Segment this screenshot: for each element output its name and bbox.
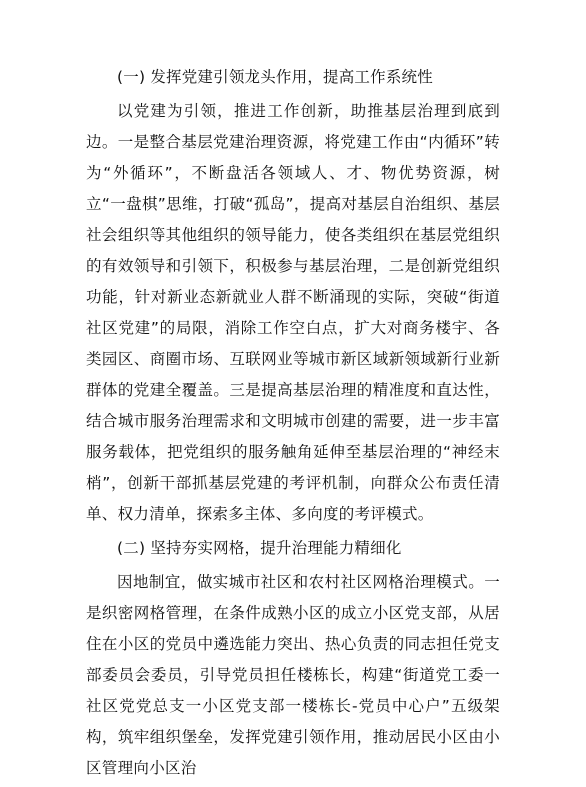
document-page <box>86 62 500 787</box>
section-1-paragraph: 以党建为引领，推进工作创新，助推基层治理到底到边。一是整合基层党建治理资源，将党建工作由“内循环”转为“外循环”，不断盘活各领域人、才、物优势资源，树立“一盘棋”思维，打破“孤岛”，提高对基层自治组织、基层社会组织等其他组织的领导能力，使各类组织在基层党组织的有效领导和引领下，积极参与基层治理，二是创新党组织功能，针对新业态新就业人群不断涌现的实际，突破“街道社区党建”的局限，消除工作空白点，扩大对商务楼宇、各类园区、商圈市场、互联网业等城市新区域新领域新行业新群体的党建全覆盖。三是提高基层治理的精准度和直达性，结合城市服务治理需求和文明城市创建的需要，进一步丰富服务载体，把党组织的服务触角延伸至基层治理的“神经末梢”，创新干部抓基层党建的考评机制，向群众公布责任清单、权力清单，探索多主体、多向度的考评模式。 <box>86 102 500 523</box>
section-1-heading: (一) 发挥党建引领龙头作用，提高工作系统性 <box>117 68 433 86</box>
section-2-heading: (二) 坚持夯实网格，提升治理能力精细化 <box>117 539 402 557</box>
section-2-paragraph: 因地制宜，做实城市社区和农村社区网格治理模式。一是织密网格管理，在条件成熟小区的成立小区党支部，从居住在小区的党员中遴选能力突出、热心负责的同志担任党支部委员会委员，引导党员担任楼栋长，构建“街道党工委一社区党党总支一小区党支部一楼栋长-党员中心户”五级架构，筑牢组织堡垒，发挥党建引领作用，推动居民小区由小区管理向小区治 <box>86 573 500 777</box>
